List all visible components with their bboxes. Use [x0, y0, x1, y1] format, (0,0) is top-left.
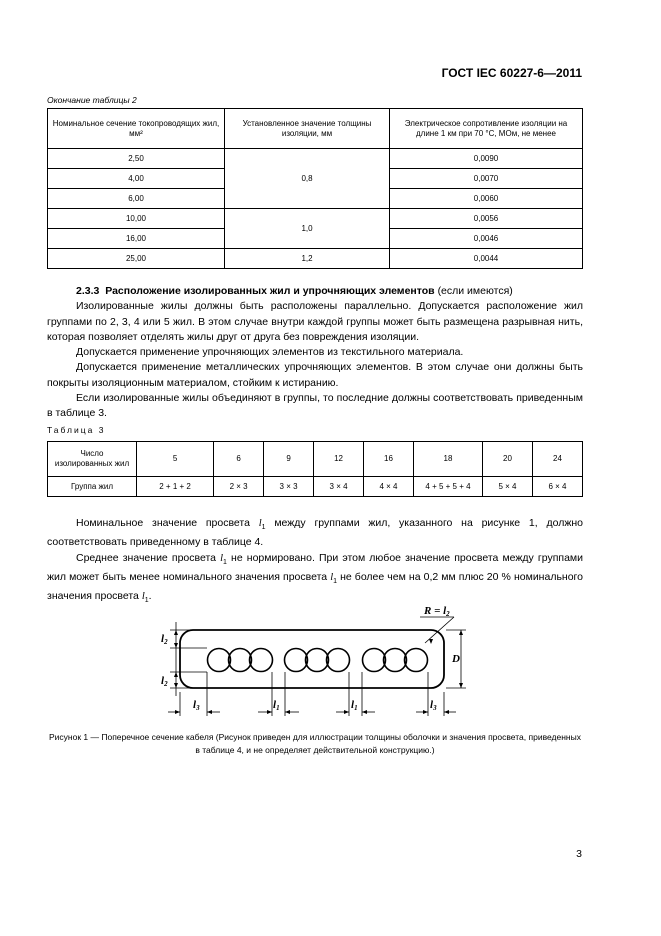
label-radius: R = l2 [424, 605, 450, 618]
gap-text [47, 516, 583, 609]
section-2-3-3 [47, 284, 583, 422]
paragraph: Если изолированные жилы объединяют в группы, то последние должны соответствовать приведенным в таблице 3. [47, 392, 583, 420]
conductor [208, 649, 231, 672]
cell-group: 2 × 3 [214, 477, 264, 497]
conductor [229, 649, 252, 672]
cell-count: 9 [264, 442, 314, 477]
cell-count: 24 [532, 442, 582, 477]
conductor [363, 649, 386, 672]
cell-thickness: 0,8 [225, 149, 390, 209]
cell-count: 6 [214, 442, 264, 477]
paragraph: Допускается применение упрочняющих элементов из текстильного материала. [76, 346, 464, 359]
conductor [384, 649, 407, 672]
label-l3-right: l3 [430, 699, 437, 712]
cell-resistance: 0,0044 [390, 249, 583, 269]
cell-section: 2,50 [48, 149, 225, 169]
section-title-note: (если имеются) [437, 285, 513, 297]
cell-section: 6,00 [48, 189, 225, 209]
table-3 [47, 441, 583, 497]
cell-resistance: 0,0070 [390, 169, 583, 189]
cell-section: 4,00 [48, 169, 225, 189]
figure-1-caption: Рисунок 1 — Поперечное сечение кабеля (Рисунок приведен для иллюстрации толщины оболочки и значения просвета, приведенных в таблице 4, и не определяет действительной конструкцию.) [49, 732, 581, 755]
cell-resistance: 0,0090 [390, 149, 583, 169]
cell-group: 3 × 4 [314, 477, 364, 497]
label-D: D [452, 653, 460, 665]
paragraph: Допускается применение металлических упрочняющих элементов. В этом случае они должны быть покрыты изоляционным материалом, стойким к истиранию. [47, 361, 583, 389]
label-l2-top: l2 [161, 633, 168, 646]
cell-thickness: 1,0 [225, 209, 390, 249]
col-header-thickness: Установленное значение толщины изоляции, мм [225, 109, 390, 149]
paragraph: Среднее значение просвета $l_1$ не нормировано. При этом любое значение просвета между группами жил может быть менее номинального значения просвета $l_1$ не более чем на 0,2 мм плюс 20 % номинального значения просвета $l_1$. [47, 551, 583, 605]
cell-count: 12 [314, 442, 364, 477]
row-label-count: Число изолированных жил [48, 442, 137, 477]
col-header-resistance: Электрическое сопротивление изоляции на длине 1 км при 70 °С, МОм, не менее [390, 109, 583, 149]
table-2 [47, 108, 583, 269]
cell-group: 5 × 4 [482, 477, 532, 497]
cell-resistance: 0,0060 [390, 189, 583, 209]
table2-caption: Окончание таблицы 2 [47, 95, 137, 105]
table-row [48, 249, 583, 269]
cell-thickness: 1,2 [225, 249, 390, 269]
conductor [306, 649, 329, 672]
cell-count: 18 [413, 442, 482, 477]
cell-group: 4 × 4 [364, 477, 414, 497]
paragraph: Изолированные жилы должны быть расположены параллельно. Допускается расположение жил группами по 2, 3, 4 или 5 жил. В этом случае внутри каждой группы может быть размещена разрывная нить, которая позволяет отделять жилы друг от друга без повреждения изоляции. [47, 300, 583, 343]
cell-count: 20 [482, 442, 532, 477]
section-number: 2.3.3 [76, 285, 100, 297]
standard-designation: ГОСТ IEC 60227-6—2011 [441, 66, 582, 80]
table-row [48, 149, 583, 169]
section-title: Расположение изолированных жил и упрочняющих элементов [105, 285, 435, 297]
col-header-section: Номинальное сечение токопроводящих жил, мм² [48, 109, 225, 149]
row-label-group: Группа жил [48, 477, 137, 497]
page-number: 3 [576, 848, 582, 860]
label-l2-bottom: l2 [161, 675, 168, 688]
cell-group: 3 × 3 [264, 477, 314, 497]
cell-count: 16 [364, 442, 414, 477]
label-l3-left: l3 [193, 699, 200, 712]
conductor [285, 649, 308, 672]
table3-caption: Таблица 3 [47, 425, 106, 435]
label-l1-left: l1 [273, 699, 280, 712]
cell-resistance: 0,0046 [390, 229, 583, 249]
table-row [48, 209, 583, 229]
cell-group: 2 + 1 + 2 [137, 477, 214, 497]
cell-count: 5 [137, 442, 214, 477]
label-l1-right: l1 [351, 699, 358, 712]
section-heading [47, 284, 583, 299]
cell-group: 4 + 5 + 5 + 4 [413, 477, 482, 497]
cell-section: 10,00 [48, 209, 225, 229]
conductor [405, 649, 428, 672]
conductor [327, 649, 350, 672]
cell-section: 25,00 [48, 249, 225, 269]
cell-group: 6 × 4 [532, 477, 582, 497]
conductor [250, 649, 273, 672]
figure-1-cable-cross-section [0, 600, 661, 725]
cell-resistance: 0,0056 [390, 209, 583, 229]
cell-section: 16,00 [48, 229, 225, 249]
paragraph: Номинальное значение просвета $l_1$ между группами жил, указанного на рисунке 1, должно соответствовать приведенному в таблице 4. [47, 517, 583, 549]
